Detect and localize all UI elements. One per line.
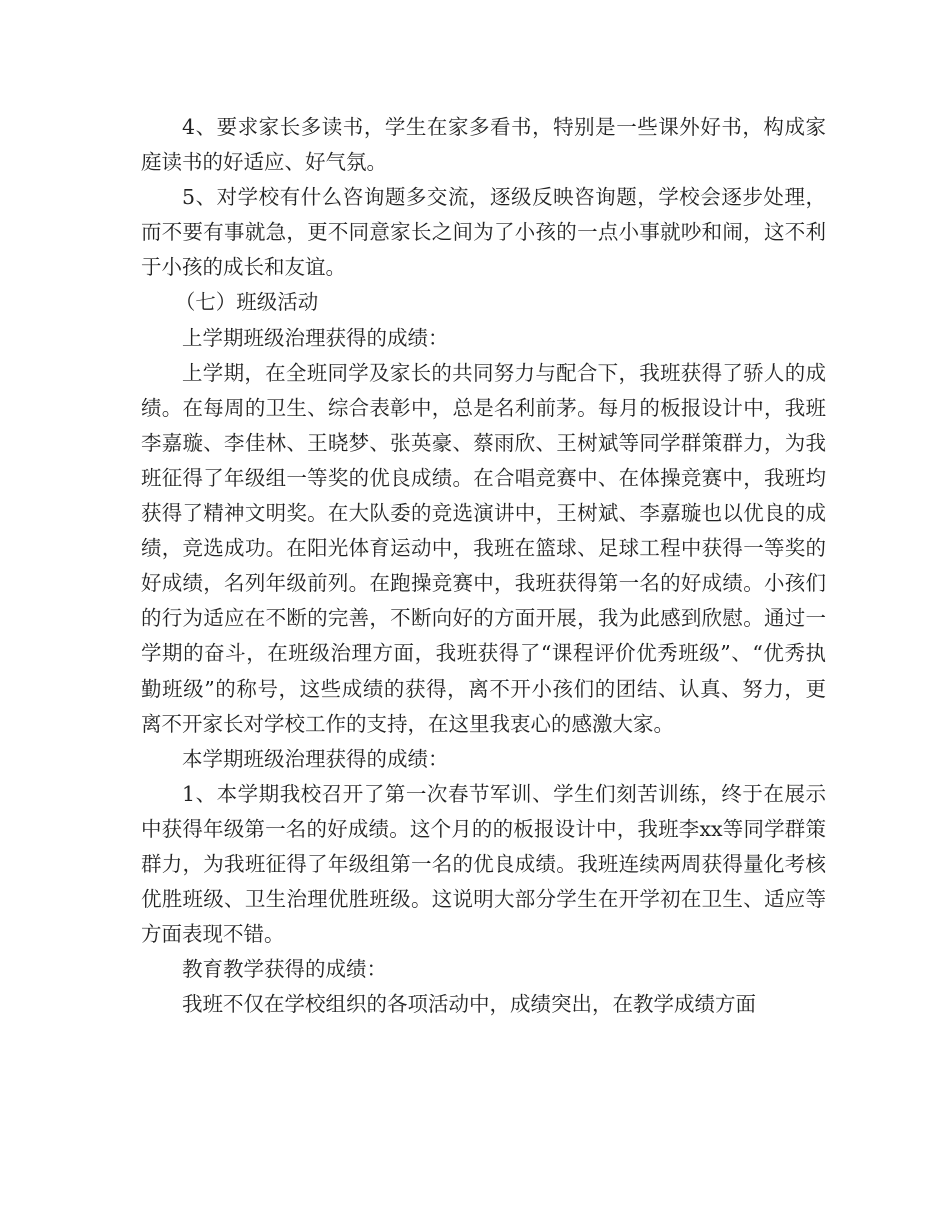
paragraph-last-term: 上学期，在全班同学及家长的共同努力与配合下，我班获得了骄人的成绩。在每周的卫生、综合表彰中，总是名利前茅。每月的板报设计中，我班李嘉璇、李佳林、王晓梦、张英豪、蔡雨欣、王树斌等同学群策群力，为我班征得了年级组一等奖的优良成绩。在合唱竞赛中、在体操竞赛中，我班均获得了精神文明奖。在大队委的竞选演讲中，王树斌、李嘉璇也以优良的成绩，竞选成功。在阳光体育运动中，我班在篮球、足球工程中获得一等奖的好成绩，名列年级前列。在跑操竞赛中，我班获得第一名的好成绩。小孩们的行为适应在不断的完善，不断向好的方面开展，我为此感到欣慰。通过一学期的奋斗，在班级治理方面，我班获得了“课程评价优秀班级”、“优秀执勤班级”的称号，这些成绩的获得，离不开小孩们的团结、认真、努力，更离不开家长对学校工作的支持，在这里我衷心的感激大家。 [141, 360, 826, 736]
paragraph-teaching: 我班不仅在学校组织的各项活动中，成绩突出，在教学成绩方面 [182, 992, 756, 1017]
section-heading-class-activities: （七）班级活动 [174, 290, 319, 315]
subheading-this-term-achievements: 本学期班级治理获得的成绩： [182, 746, 449, 771]
paragraph-item-4: 4、要求家长多读书，学生在家多看书，特别是一些课外好书，构成家庭读书的好适应、好气氛。 [141, 115, 826, 175]
subheading-teaching-achievements: 教育教学获得的成绩： [182, 957, 387, 982]
document-body [141, 110, 826, 1022]
paragraph-item-5: 5、对学校有什么咨询题多交流，逐级反映咨询题，学校会逐步处理，而不要有事就急，更不同意家长之间为了小孩的一点小事就吵和闹，这不利于小孩的成长和友谊。 [141, 185, 826, 280]
paragraph-this-term-item-1: 1、本学期我校召开了第一次春节军训、学生们刻苦训练，终于在展示中获得年级第一名的好成绩。这个月的的板报设计中，我班李xx等同学群策群力，为我班征得了年级组第一名的优良成绩。我班连续两周获得量化考核优胜班级、卫生治理优胜班级。这说明大部分学生在开学初在卫生、适应等方面表现不错。 [141, 781, 826, 947]
subheading-last-term-achievements: 上学期班级治理获得的成绩： [182, 325, 449, 350]
